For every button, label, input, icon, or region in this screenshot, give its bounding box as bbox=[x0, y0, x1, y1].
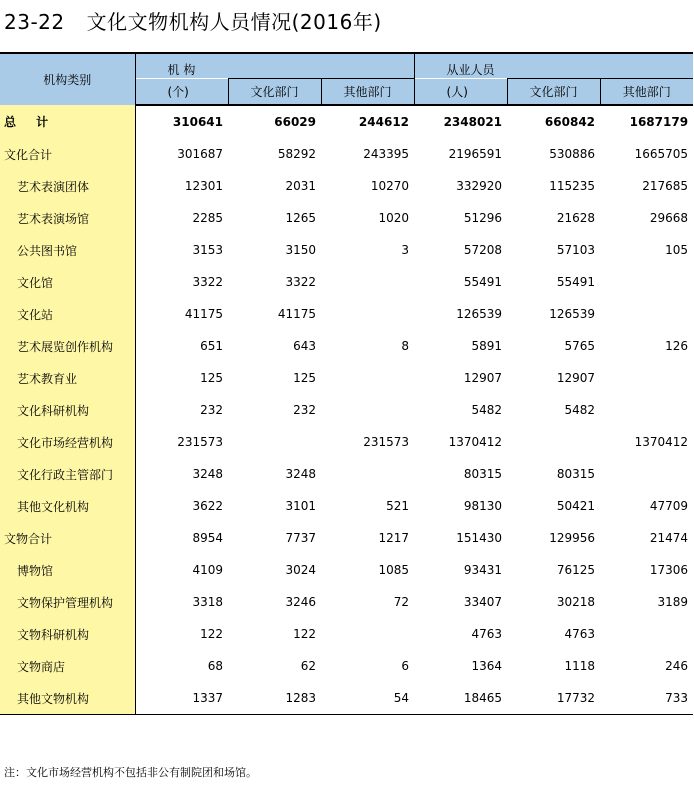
row-category: 文化合计 bbox=[0, 138, 135, 170]
cell-value: 5482 bbox=[564, 403, 596, 417]
cell-value: 76125 bbox=[556, 563, 596, 577]
row-category: 文物科研机构 bbox=[0, 618, 135, 650]
cell-value bbox=[321, 394, 414, 426]
cell-value: 8954 bbox=[192, 531, 223, 545]
cell-value: 3318 bbox=[192, 595, 223, 609]
cell-value: 3189 bbox=[657, 595, 689, 609]
table-row bbox=[0, 266, 693, 298]
row-category: 其他文化机构 bbox=[0, 490, 135, 522]
cell-value: 301687 bbox=[177, 147, 223, 161]
cell-value: 122 bbox=[293, 627, 316, 641]
header-inst-culture: 文化部门 bbox=[228, 79, 321, 106]
cell-value: 1217 bbox=[378, 531, 410, 545]
cell-value: 126539 bbox=[549, 307, 596, 321]
cell-value: 3322 bbox=[285, 275, 316, 289]
cell-value: 3246 bbox=[285, 595, 316, 609]
cell-value: 1283 bbox=[228, 682, 321, 715]
cell-value: 4109 bbox=[192, 563, 223, 577]
row-category: 文化站 bbox=[0, 298, 135, 330]
cell-value: 12907 bbox=[556, 371, 596, 385]
row-category: 文物保护管理机构 bbox=[0, 586, 135, 618]
cell-value: 2031 bbox=[285, 179, 316, 193]
header-emp-culture: 文化部门 bbox=[507, 79, 600, 106]
cell-value: 12301 bbox=[184, 179, 223, 193]
cell-value: 1020 bbox=[378, 211, 410, 225]
table-row bbox=[0, 330, 693, 362]
cell-value: 1370412 bbox=[634, 435, 689, 449]
cell-value bbox=[600, 458, 693, 490]
cell-value: 651 bbox=[200, 339, 223, 353]
cell-value bbox=[600, 394, 693, 426]
table-row bbox=[0, 586, 693, 618]
cell-value bbox=[600, 618, 693, 650]
cell-value bbox=[321, 458, 414, 490]
table-row bbox=[0, 202, 693, 234]
header-employees-unit: (人) bbox=[414, 79, 507, 106]
table-row bbox=[0, 234, 693, 266]
cell-value: 3 bbox=[401, 243, 410, 257]
header-institutions-unit: (个) bbox=[135, 79, 228, 106]
cell-value: 50421 bbox=[556, 499, 596, 513]
cell-value: 3322 bbox=[192, 275, 223, 289]
cell-value: 231573 bbox=[177, 435, 223, 449]
cell-value: 217685 bbox=[642, 179, 689, 193]
cell-value: 244612 bbox=[358, 115, 410, 129]
cell-value: 246 bbox=[665, 659, 689, 673]
cell-value: 3153 bbox=[192, 243, 223, 257]
row-category: 艺术展览创作机构 bbox=[0, 330, 135, 362]
cell-value: 55491 bbox=[556, 275, 596, 289]
cell-value: 3024 bbox=[285, 563, 316, 577]
cell-value: 72 bbox=[393, 595, 410, 609]
cell-value: 29668 bbox=[649, 211, 689, 225]
cell-value: 310641 bbox=[172, 115, 223, 129]
cell-value: 4763 bbox=[471, 627, 503, 641]
table-row bbox=[0, 522, 693, 554]
cell-value bbox=[321, 266, 414, 298]
cell-value: 232 bbox=[200, 403, 223, 417]
row-category: 艺术表演团体 bbox=[0, 170, 135, 202]
cell-value: 17732 bbox=[507, 682, 600, 715]
header-employees bbox=[414, 53, 693, 79]
cell-value: 8 bbox=[401, 339, 410, 353]
cell-value: 1265 bbox=[285, 211, 316, 225]
header-emp-other: 其他部门 bbox=[600, 79, 693, 106]
cell-value: 125 bbox=[200, 371, 223, 385]
cell-value: 530886 bbox=[549, 147, 596, 161]
cell-value: 66029 bbox=[274, 115, 316, 129]
cell-value: 1687179 bbox=[629, 115, 689, 129]
cell-value: 7737 bbox=[285, 531, 316, 545]
row-category: 其他文物机构 bbox=[0, 682, 135, 715]
table-row bbox=[0, 105, 693, 138]
cell-value: 1665705 bbox=[634, 147, 689, 161]
row-category: 文化行政主管部门 bbox=[0, 458, 135, 490]
table-row bbox=[0, 170, 693, 202]
cell-value: 105 bbox=[665, 243, 689, 257]
cell-value: 332920 bbox=[456, 179, 503, 193]
table-body bbox=[0, 105, 693, 715]
table-row bbox=[0, 650, 693, 682]
row-category: 博物馆 bbox=[0, 554, 135, 586]
cell-value: 129956 bbox=[549, 531, 596, 545]
cell-value: 80315 bbox=[463, 467, 503, 481]
cell-value: 1118 bbox=[564, 659, 596, 673]
header-employees-label: 从业人员 bbox=[446, 63, 495, 77]
cell-value: 58292 bbox=[277, 147, 316, 161]
page-title bbox=[4, 6, 382, 35]
cell-value: 62 bbox=[300, 659, 316, 673]
table-row bbox=[0, 394, 693, 426]
cell-value bbox=[507, 426, 600, 458]
cell-value: 57103 bbox=[556, 243, 596, 257]
cell-value: 68 bbox=[207, 659, 223, 673]
cell-value: 2348021 bbox=[443, 115, 503, 129]
cell-value: 1337 bbox=[135, 682, 228, 715]
cell-value: 98130 bbox=[463, 499, 503, 513]
cell-value: 80315 bbox=[556, 467, 596, 481]
cell-value: 17306 bbox=[649, 563, 689, 577]
cell-value: 243395 bbox=[363, 147, 410, 161]
cell-value: 3248 bbox=[192, 467, 223, 481]
cell-value: 41175 bbox=[277, 307, 316, 321]
header-institutions-label: 机 构 bbox=[167, 63, 196, 77]
cell-value: 57208 bbox=[463, 243, 503, 257]
cell-value: 5891 bbox=[471, 339, 503, 353]
cell-value bbox=[321, 298, 414, 330]
cell-value: 1364 bbox=[471, 659, 503, 673]
table-row bbox=[0, 682, 693, 715]
cell-value: 660842 bbox=[544, 115, 596, 129]
cell-value: 126539 bbox=[456, 307, 503, 321]
cell-value: 30218 bbox=[556, 595, 596, 609]
cell-value: 33407 bbox=[463, 595, 503, 609]
row-category: 文化馆 bbox=[0, 266, 135, 298]
table-row bbox=[0, 490, 693, 522]
cell-value: 125 bbox=[293, 371, 316, 385]
cell-value: 3150 bbox=[285, 243, 316, 257]
table-header bbox=[0, 53, 693, 105]
cell-value: 41175 bbox=[184, 307, 223, 321]
header-institutions bbox=[135, 53, 414, 79]
cell-value: 115235 bbox=[549, 179, 596, 193]
footnote: 注：文化市场经营机构不包括非公有制院团和场馆。 bbox=[4, 766, 257, 779]
cell-value: 733 bbox=[600, 682, 693, 715]
cell-value bbox=[321, 618, 414, 650]
table-row bbox=[0, 618, 693, 650]
header-category: 机构类别 bbox=[0, 53, 135, 105]
row-category: 总 计 bbox=[0, 105, 135, 138]
cell-value: 151430 bbox=[456, 531, 503, 545]
cell-value bbox=[600, 266, 693, 298]
table-row bbox=[0, 554, 693, 586]
row-category: 文化市场经营机构 bbox=[0, 426, 135, 458]
table-row bbox=[0, 362, 693, 394]
cell-value: 521 bbox=[386, 499, 410, 513]
cell-value: 10270 bbox=[370, 179, 410, 193]
row-category: 公共图书馆 bbox=[0, 234, 135, 266]
row-category: 文物合计 bbox=[0, 522, 135, 554]
cell-value: 93431 bbox=[463, 563, 503, 577]
cell-value: 232 bbox=[293, 403, 316, 417]
header-inst-other: 其他部门 bbox=[321, 79, 414, 106]
table-row bbox=[0, 138, 693, 170]
cell-value: 47709 bbox=[649, 499, 689, 513]
cell-value bbox=[600, 362, 693, 394]
cell-value: 3248 bbox=[285, 467, 316, 481]
cell-value: 54 bbox=[321, 682, 414, 715]
table-number: 23-22 bbox=[4, 10, 65, 34]
table-row bbox=[0, 426, 693, 458]
cell-value: 122 bbox=[200, 627, 223, 641]
cell-value: 3622 bbox=[192, 499, 223, 513]
cell-value: 2196591 bbox=[448, 147, 503, 161]
cell-value: 21628 bbox=[556, 211, 596, 225]
cell-value: 6 bbox=[401, 659, 410, 673]
cell-value: 2285 bbox=[192, 211, 223, 225]
cell-value bbox=[228, 426, 321, 458]
cell-value: 643 bbox=[293, 339, 316, 353]
cell-value: 18465 bbox=[414, 682, 507, 715]
cell-value: 5765 bbox=[564, 339, 596, 353]
cell-value: 1085 bbox=[378, 563, 410, 577]
cell-value: 5482 bbox=[471, 403, 503, 417]
cell-value: 4763 bbox=[564, 627, 596, 641]
cell-value bbox=[321, 362, 414, 394]
table-title: 文化文物机构人员情况(2016年) bbox=[86, 10, 382, 34]
cell-value bbox=[600, 298, 693, 330]
row-category: 艺术表演场馆 bbox=[0, 202, 135, 234]
table-row bbox=[0, 298, 693, 330]
cell-value: 1370412 bbox=[448, 435, 503, 449]
cell-value: 21474 bbox=[649, 531, 689, 545]
row-category: 文化科研机构 bbox=[0, 394, 135, 426]
row-category: 文物商店 bbox=[0, 650, 135, 682]
cell-value: 51296 bbox=[463, 211, 503, 225]
cell-value: 55491 bbox=[463, 275, 503, 289]
cell-value: 231573 bbox=[363, 435, 410, 449]
cell-value: 126 bbox=[665, 339, 689, 353]
data-table bbox=[0, 52, 693, 715]
row-category: 艺术教育业 bbox=[0, 362, 135, 394]
cell-value: 3101 bbox=[285, 499, 316, 513]
table-row bbox=[0, 458, 693, 490]
cell-value: 12907 bbox=[463, 371, 503, 385]
